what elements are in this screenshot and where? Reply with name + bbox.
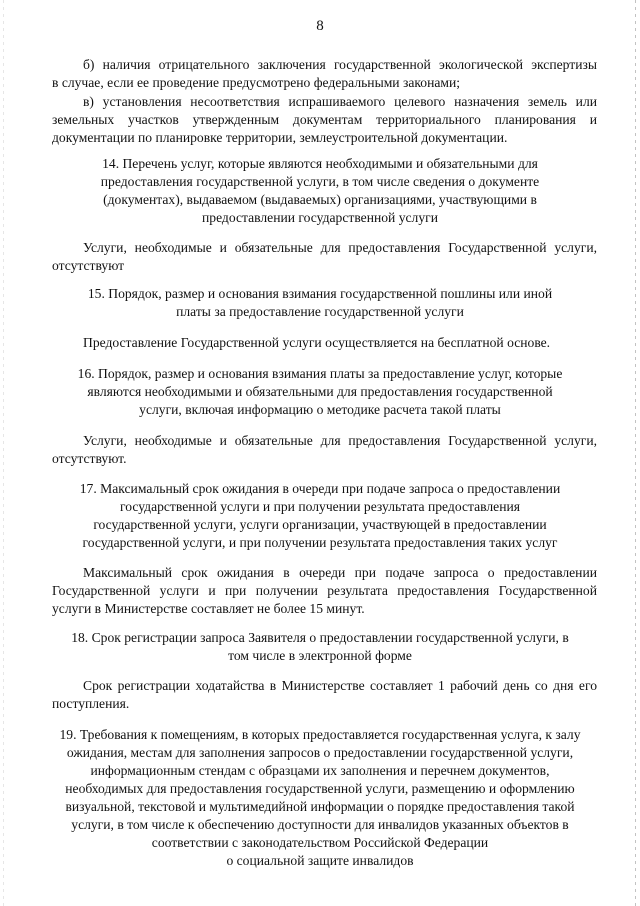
- section-15-heading-line-1: 15. Порядок, размер и основания взимания государственной пошлины или иной: [87, 286, 553, 301]
- section-16-heading-line-3: услуги, включая информацию о методике расчета такой платы: [139, 402, 501, 417]
- section-14-heading-line-3: (документах), выдаваемом (выдаваемых) организациями, участвующими в: [103, 192, 537, 207]
- section-17-heading-line-4: государственной услуги, и при получении результата предоставления таких услуг: [82, 535, 558, 550]
- section-15-body: Предоставление Государственной услуги осуществляется на бесплатной основе.: [83, 335, 551, 350]
- scan-edge-left: [3, 0, 4, 906]
- section-19-heading-line-8: о социальной защите инвалидов: [226, 853, 414, 868]
- section-17-heading-line-2: государственной услуги и при получении результата предоставления: [119, 499, 520, 514]
- section-18-body-line-2: поступления.: [52, 696, 130, 711]
- section-17-body-line-2: Государственной услуги и при получении результата предоставления Государственной: [52, 583, 597, 598]
- section-17-heading-line-3: государственной услуги, услуги организации, участвующей в предоставлении: [93, 517, 547, 532]
- section-14-body-line-1: Услуги, необходимые и обязательные для предоставления Государственной услуги,: [83, 240, 597, 255]
- page-number: 8: [316, 18, 324, 34]
- section-14-heading-line-1: 14. Перечень услуг, которые являются необходимыми и обязательными для: [102, 156, 538, 171]
- section-17-body-line-3: услуги в Министерстве составляет не более 15 минут.: [52, 601, 365, 616]
- section-16-heading-line-2: являются необходимыми и обязательными для предоставления государственной: [87, 384, 553, 399]
- section-18-heading-line-2: том числе в электронной форме: [228, 648, 412, 663]
- section-19-heading-line-2: ожидания, местам для заполнения запросов о предоставлении государственной услуги,: [66, 745, 574, 760]
- section-14-heading-line-2: предоставления государственной услуги, в том числе сведения о документе: [100, 174, 540, 189]
- item-b-line-2: в случае, если ее проведение предусмотрено федеральными законами;: [52, 75, 461, 90]
- section-19-heading-line-3: информационным стендам с образцами их заполнения и перечнем документов,: [90, 763, 550, 778]
- item-b-line-1: б) наличия отрицательного заключения государственной экологической экспертизы: [83, 57, 597, 72]
- section-19-heading-line-7: соответствии с законодательством Российской Федерации: [151, 835, 489, 850]
- section-14-heading-line-4: предоставлении государственной услуги: [202, 210, 438, 225]
- section-19-heading-line-5: визуальной, текстовой и мультимедийной информации о порядке предоставления такой: [65, 799, 575, 814]
- section-14-body-line-2: отсутствуют: [52, 258, 125, 273]
- section-15-heading-line-2: платы за предоставление государственной услуги: [176, 304, 464, 319]
- item-v-line-1: в) установления несоответствия испрашиваемого целевого назначения земель или: [83, 94, 597, 109]
- section-16-body-line-2: отсутствуют.: [52, 451, 127, 466]
- scan-edge-right: [635, 0, 636, 906]
- section-17-body-line-1: Максимальный срок ожидания в очереди при подаче запроса о предоставлении: [83, 565, 597, 580]
- item-v-line-3: документации по планировке территории, землеустроительной документации.: [52, 130, 508, 145]
- section-19-heading-line-6: услуги, в том числе к обеспечению доступности для инвалидов указанных объектов в: [71, 817, 569, 832]
- section-18-body-line-1: Срок регистрации ходатайства в Министерстве составляет 1 рабочий день со дня его: [83, 678, 597, 693]
- item-v-line-2: земельных участков утвержденным документам территориального планирования и: [52, 112, 597, 127]
- section-17-heading-line-1: 17. Максимальный срок ожидания в очереди при подаче запроса о предоставлении: [79, 481, 561, 496]
- section-19-heading-line-4: необходимых для предоставления государственной услуги, размещению и оформлению: [65, 781, 575, 796]
- section-16-body-line-1: Услуги, необходимые и обязательные для предоставления Государственной услуги,: [83, 433, 597, 448]
- section-19-heading-line-1: 19. Требования к помещениям, в которых предоставляется государственная услуга, к залу: [59, 727, 581, 742]
- section-16-heading-line-1: 16. Порядок, размер и основания взимания платы за предоставление услуг, которые: [77, 366, 563, 381]
- section-18-heading-line-1: 18. Срок регистрации запроса Заявителя о предоставлении государственной услуги, в: [71, 630, 569, 645]
